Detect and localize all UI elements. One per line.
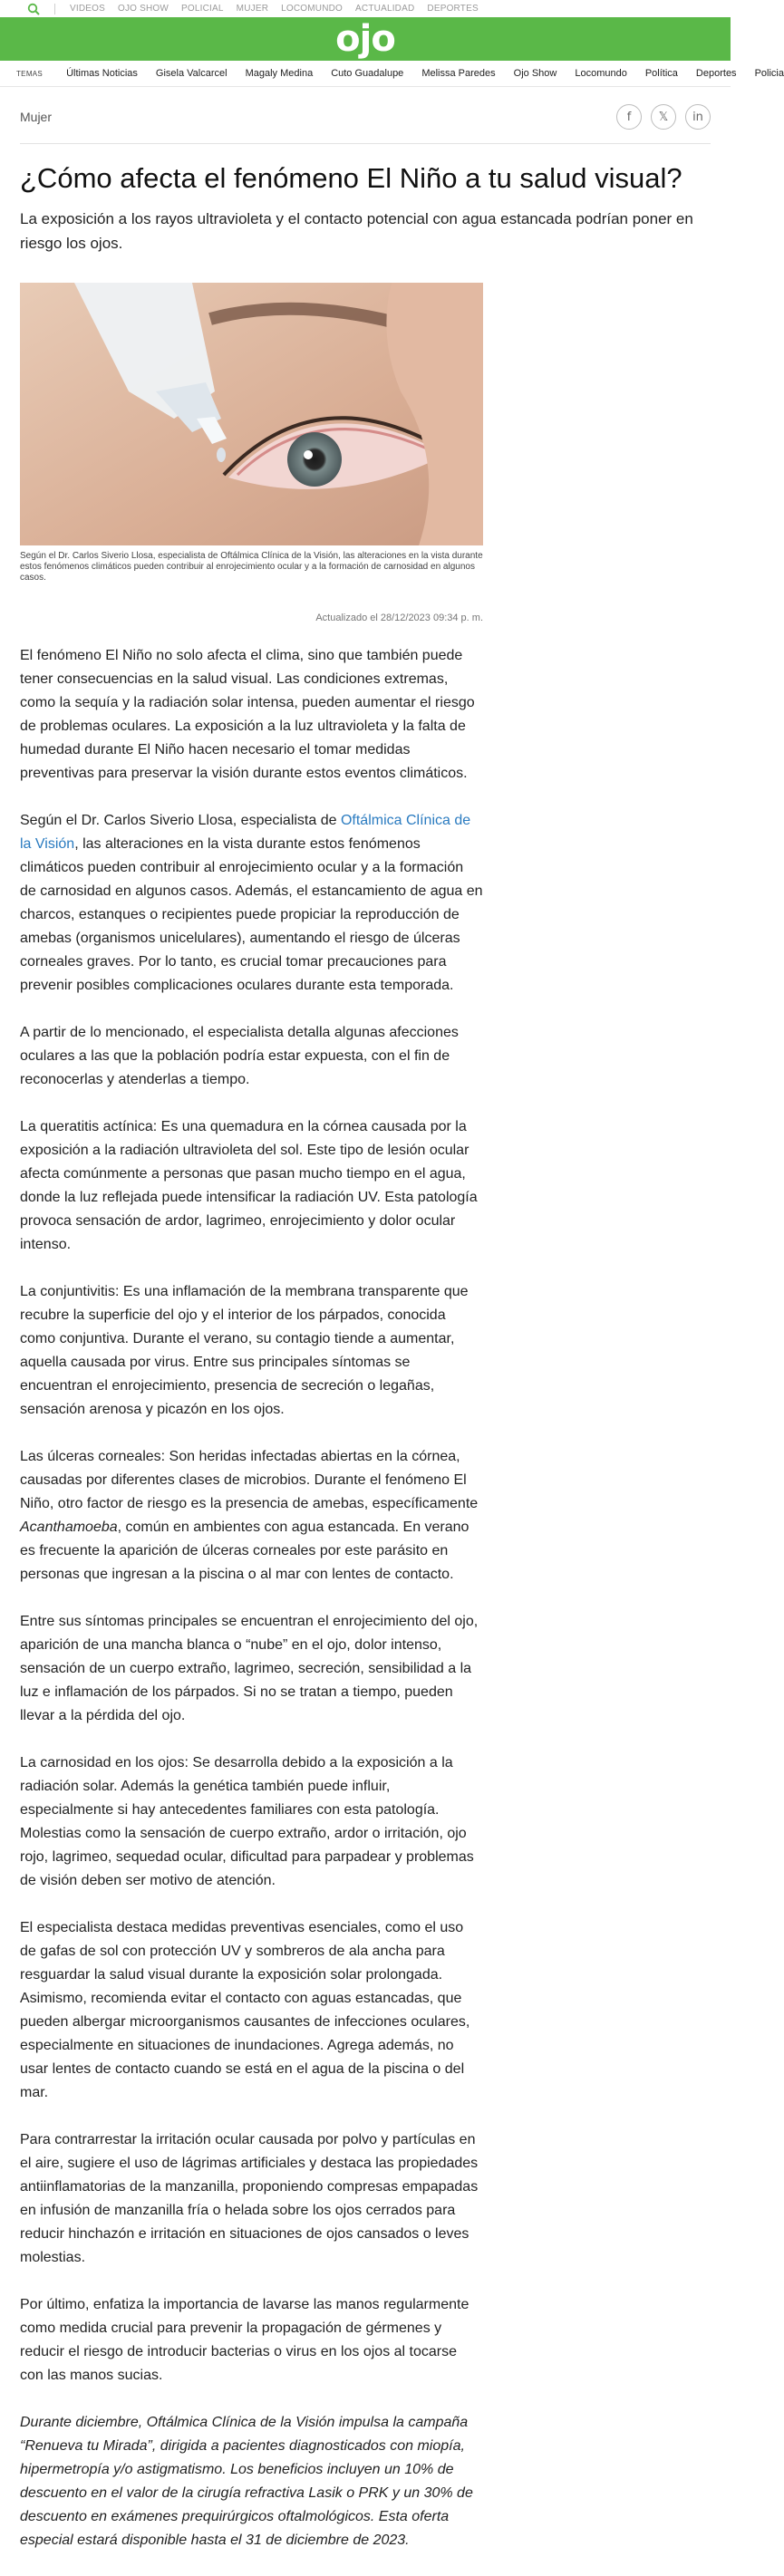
paragraph-text: , común en ambientes con agua estancada. En verano es frecuente la aparición de úlceras corneales por este parásito en personas que ingresan a la piscina o al mar con lentes de contacto. (20, 1520, 469, 1582)
top-link-locomundo[interactable]: LOCOMUNDO (281, 4, 344, 14)
top-link-ojo-show[interactable]: OJO SHOW (118, 4, 169, 14)
nav-item-melissa-paredes[interactable]: Melissa Paredes (421, 68, 496, 79)
photo-caption: Según el Dr. Carlos Siverio Llosa, especialista de Oftálmica Clínica de la Visión, las alteraciones en la vista durante estos fenómenos climáticos pueden contribuir al enrojecimiento ocular y a la formación de carnosidad en algunos casos. (20, 551, 483, 583)
linkedin-icon[interactable]: in (685, 104, 711, 130)
nav-item-gisela-valcarcel[interactable]: Gisela Valcarcel (155, 68, 227, 79)
paragraph-text: Según el Dr. Carlos Siverio Llosa, especialista de (20, 813, 341, 828)
article-body (20, 644, 483, 2576)
article-photo (20, 283, 483, 545)
paragraph: Para contrarrestar la irritación ocular causada por polvo y partículas en el aire, sugiere el uso de lágrimas artificiales y destaca las propiedades antiinflamatorias de la manzanilla, proponiendo compresas empapadas en infusión de manzanilla fría o helada sobre los ojos cerrados para reducir hinchazón e irritación en situaciones de ojos cansados o leves molestias. (20, 2132, 479, 2265)
nav-item-ojo-show[interactable]: Ojo Show (513, 68, 557, 79)
paragraph-text: , las alteraciones en la vista durante estos fenómenos climáticos pueden contribuir al enrojecimiento ocular y a la formación de carnosidad en algunos casos. Además, el estancamiento de agua en charcos, estanques o recipientes puede propiciar la reproducción de amebas (organismos unicelulares), aumentando el riesgo de úlceras corneales graves. Por lo tanto, es crucial tomar precauciones para prevenir posibles complicaciones oculares durante esta temporada. (20, 836, 483, 993)
species-name: Acanthamoeba (20, 1520, 118, 1535)
top-link-actualidad[interactable]: ACTUALIDAD (355, 4, 415, 14)
paragraph: La conjuntivitis: Es una inflamación de la membrana transparente que recubre la superficie del ojo y el interior de los párpados, conocida como conjuntiva. Durante el verano, su contagio tiende a aumentar, aquella causada por virus. Entre sus principales síntomas se encuentran el enrojecimiento, presencia de secreción o legañas, sensación arenosa y picazón en los ojos. (20, 1284, 469, 1417)
paragraph: Entre sus síntomas principales se encuentran el enrojecimiento del ojo, aparición de una mancha blanca o “nube” en el ojo, dolor intenso, sensación de un cuerpo extraño, lagrimeo, secreción, sensibilidad a la luz e inflamación de los párpados. Si no se tratan a tiempo, pueden llevar a la pérdida del ojo. (20, 1614, 479, 1723)
top-link-mujer[interactable]: MUJER (236, 4, 269, 14)
topics-label: TEMAS (16, 69, 44, 78)
nav-item-locomundo[interactable]: Locomundo (575, 68, 627, 79)
top-utility-bar (0, 0, 731, 17)
top-link-deportes[interactable]: DEPORTES (427, 4, 479, 14)
social-share (616, 104, 711, 130)
paragraph: El fenómeno El Niño no solo afecta el clima, sino que también puede tener consecuencias en la salud visual. Las condiciones extremas, como la sequía y la radiación solar intensa, pueden aumentar el riesgo de problemas oculares. La exposición a la luz ultravioleta y la falta de humedad durante El Niño hacen necesario el tomar medidas preventivas para preservar la visión durante estos eventos climáticos. (20, 648, 475, 781)
paragraph (20, 809, 483, 998)
paragraph-text: Las úlceras corneales: Son heridas infectadas abiertas en la córnea, causadas por diferentes clases de microbios. Durante el fenómeno El Niño, otro factor de riesgo es la presencia de amebas, específicamente (20, 1449, 479, 1511)
paragraph: A partir de lo mencionado, el especialista detalla algunas afecciones oculares a las que la población podría estar expuesta, con el fin de reconocerlas y atenderlas a tiempo. (20, 1025, 459, 1087)
promo-paragraph: Durante diciembre, Oftálmica Clínica de la Visión impulsa la campaña “Renueva tu Mirada”, dirigida a pacientes diagnosticados con miopía, hipermetropía y/o astigmatismo. Los beneficios incluyen un 10% de descuento en el valor de la cirugía refractiva Lasik o PRK y un 30% de descuento en exámenes prequirúrgicos oftalmológicos. Esta oferta especial estará disponible hasta el 31 de diciembre de 2023. (20, 2415, 473, 2548)
paragraph: La carnosidad en los ojos: Se desarrolla debido a la exposición a la radiación solar. Además la genética también puede influir, especialmente si hay antecedentes familiares con esta patología. Molestias como la sensación de cuerpo extraño, ardor o irritación, ojo rojo, lagrimeo, sequedad ocular, dificultad para parpadear y problemas de visión deben ser motivo de atención. (20, 1755, 474, 1888)
topics-nav (0, 61, 784, 87)
clinic-link[interactable]: Oftálmica Clínica de la Visión (20, 813, 471, 852)
nav-item-ultimas-noticias[interactable]: Últimas Noticias (66, 68, 138, 79)
paragraph: La queratitis actínica: Es una quemadura en la córnea causada por la exposición a la radiación ultravioleta del sol. Este tipo de lesión ocular afecta comúnmente a personas que pasan mucho tiempo en el agua, donde la luz reflejada puede intensificar la radiación UV. Esta patología provoca sensación de ardor, lagrimeo, enrojecimiento y dolor ocular intenso. (20, 1119, 478, 1252)
article-title: ¿Cómo afecta el fenómeno El Niño a tu salud visual? (20, 162, 682, 194)
section-name[interactable]: Mujer (20, 110, 53, 124)
updated-timestamp: Actualizado el 28/12/2023 09:34 p. m. (315, 613, 483, 623)
site-logo[interactable]: ojo (335, 18, 395, 60)
top-links (70, 4, 479, 14)
nav-item-politica[interactable]: Política (644, 68, 678, 79)
section-row (0, 98, 731, 136)
divider (20, 143, 711, 144)
nav-item-policia[interactable]: Policia (754, 68, 784, 79)
divider (54, 4, 55, 14)
nav-item-deportes[interactable]: Deportes (695, 68, 737, 79)
facebook-icon[interactable]: f (616, 104, 642, 130)
brand-bar (0, 17, 731, 61)
nav-item-magaly-medina[interactable]: Magaly Medina (245, 68, 314, 79)
paragraph (20, 1445, 483, 1587)
paragraph: Por último, enfatiza la importancia de lavarse las manos regularmente como medida crucial para prevenir la propagación de gérmenes y reducir el riesgo de introducir bacterias o virus en los ojos al tocarse con las manos sucias. (20, 2297, 469, 2383)
x-icon[interactable]: 𝕏 (651, 104, 676, 130)
article-subtitle: La exposición a los rayos ultravioleta y el contacto potencial con agua estancada podrían poner en riesgo los ojos. (20, 210, 693, 252)
nav-item-cuto-guadalupe[interactable]: Cuto Guadalupe (331, 68, 404, 79)
paragraph: El especialista destaca medidas preventivas esenciales, como el uso de gafas de sol con protección UV y sombreros de ala ancha para resguardar la salud visual durante la exposición solar prolongada. Asimismo, recomienda evitar el contacto con aguas estancadas, que pueden albergar microorganismos causantes de infecciones oculares, especialmente en situaciones de inundaciones. Agrega además, no usar lentes de contacto cuando se está en el agua de la piscina o del mar. (20, 1920, 470, 2100)
top-link-videos[interactable]: VIDEOS (70, 4, 105, 14)
top-link-policial[interactable]: POLICIAL (181, 4, 224, 14)
search-icon[interactable] (27, 3, 40, 15)
